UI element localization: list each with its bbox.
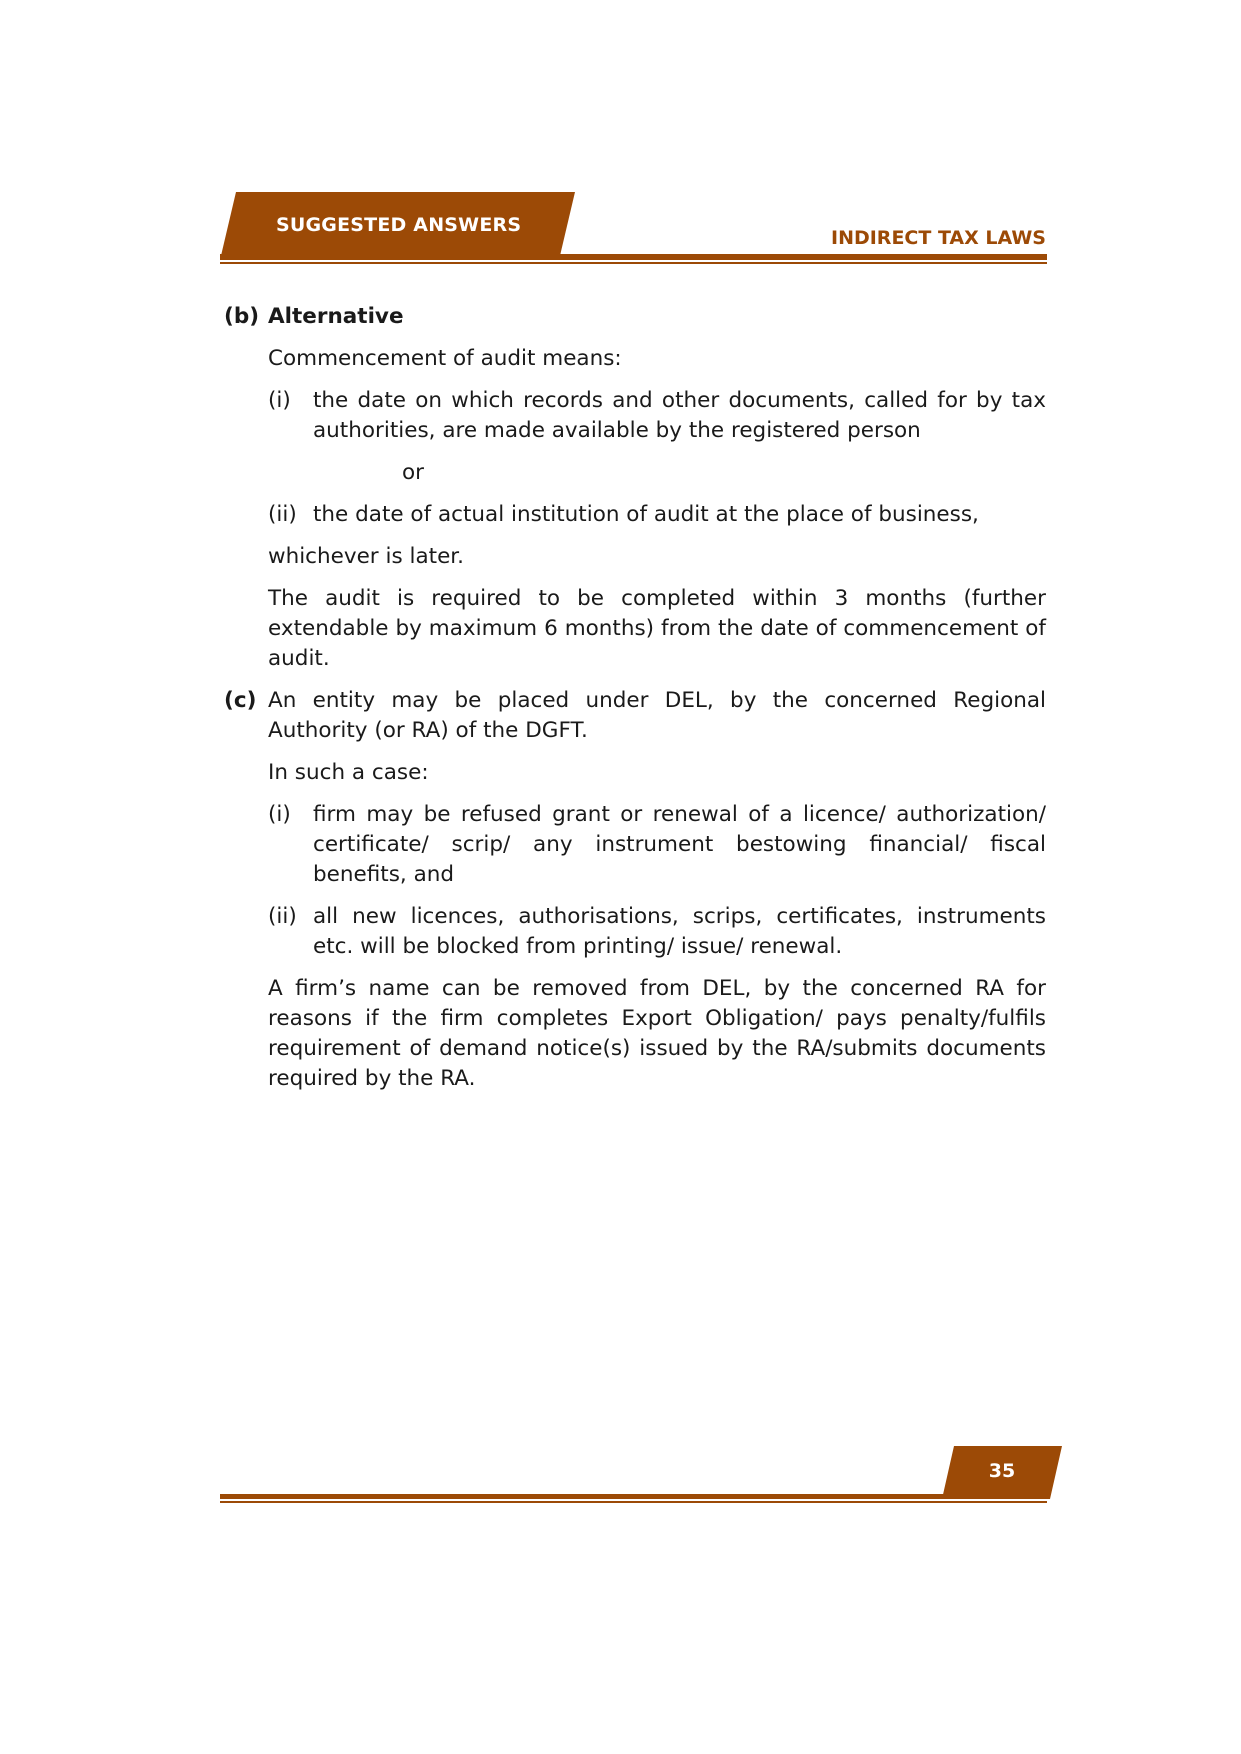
section-c-label: (c) <box>224 688 257 713</box>
whichever-later-text: whichever is later. <box>268 544 464 569</box>
section-b <box>224 302 1046 674</box>
footer-rule <box>220 1494 1047 1499</box>
section-b-intro: Commencement of audit means: <box>268 346 622 371</box>
page-number: 35 <box>988 1460 1016 1482</box>
header-rule-thin <box>220 262 1047 264</box>
header-rule <box>220 254 1047 260</box>
header-tab-label: SUGGESTED ANSWERS <box>276 214 522 236</box>
audit-completion-paragraph: The audit is required to be completed within 3 months (further extendable by maximum 6 months) from the date of commencement of audit. <box>268 586 1046 671</box>
list-item <box>268 386 1046 446</box>
header-subject-title: INDIRECT TAX LAWS <box>831 227 1046 249</box>
list-item-label: (ii) <box>268 502 297 527</box>
section-b-title: Alternative <box>268 304 404 329</box>
or-separator: or <box>402 460 424 485</box>
list-item-text: the date of actual institution of audit at the place of business, <box>313 502 979 527</box>
list-item-text: all new licences, authorisations, scrips, certificates, instruments etc. will be blocked from printing/ issue/ renewal. <box>313 904 1046 959</box>
list-item-label: (i) <box>268 802 291 827</box>
list-item <box>268 800 1046 890</box>
document-body <box>224 302 1046 1106</box>
list-item <box>268 500 1046 530</box>
section-c-case-text: In such a case: <box>268 760 429 785</box>
list-item-text: firm may be refused grant or renewal of a licence/ authorization/ certificate/ scrip/ any instrument bestowing financial/ fiscal benefits, and <box>313 802 1046 887</box>
del-removal-paragraph: A firm’s name can be removed from DEL, by the concerned RA for reasons if the firm completes Export Obligation/ pays penalty/fulfils requirement of demand notice(s) issued by the RA/submits documents required by the RA. <box>268 976 1046 1091</box>
section-b-label: (b) <box>224 304 260 329</box>
section-c-intro: An entity may be placed under DEL, by the concerned Regional Authority (or RA) of the DGFT. <box>268 688 1046 743</box>
section-c <box>224 686 1046 1094</box>
footer-rule-thin <box>220 1501 1047 1503</box>
list-item-label: (ii) <box>268 904 297 929</box>
list-item <box>268 902 1046 962</box>
list-item-text: the date on which records and other documents, called for by tax authorities, are made available by the registered person <box>313 388 1046 443</box>
list-item-label: (i) <box>268 388 291 413</box>
